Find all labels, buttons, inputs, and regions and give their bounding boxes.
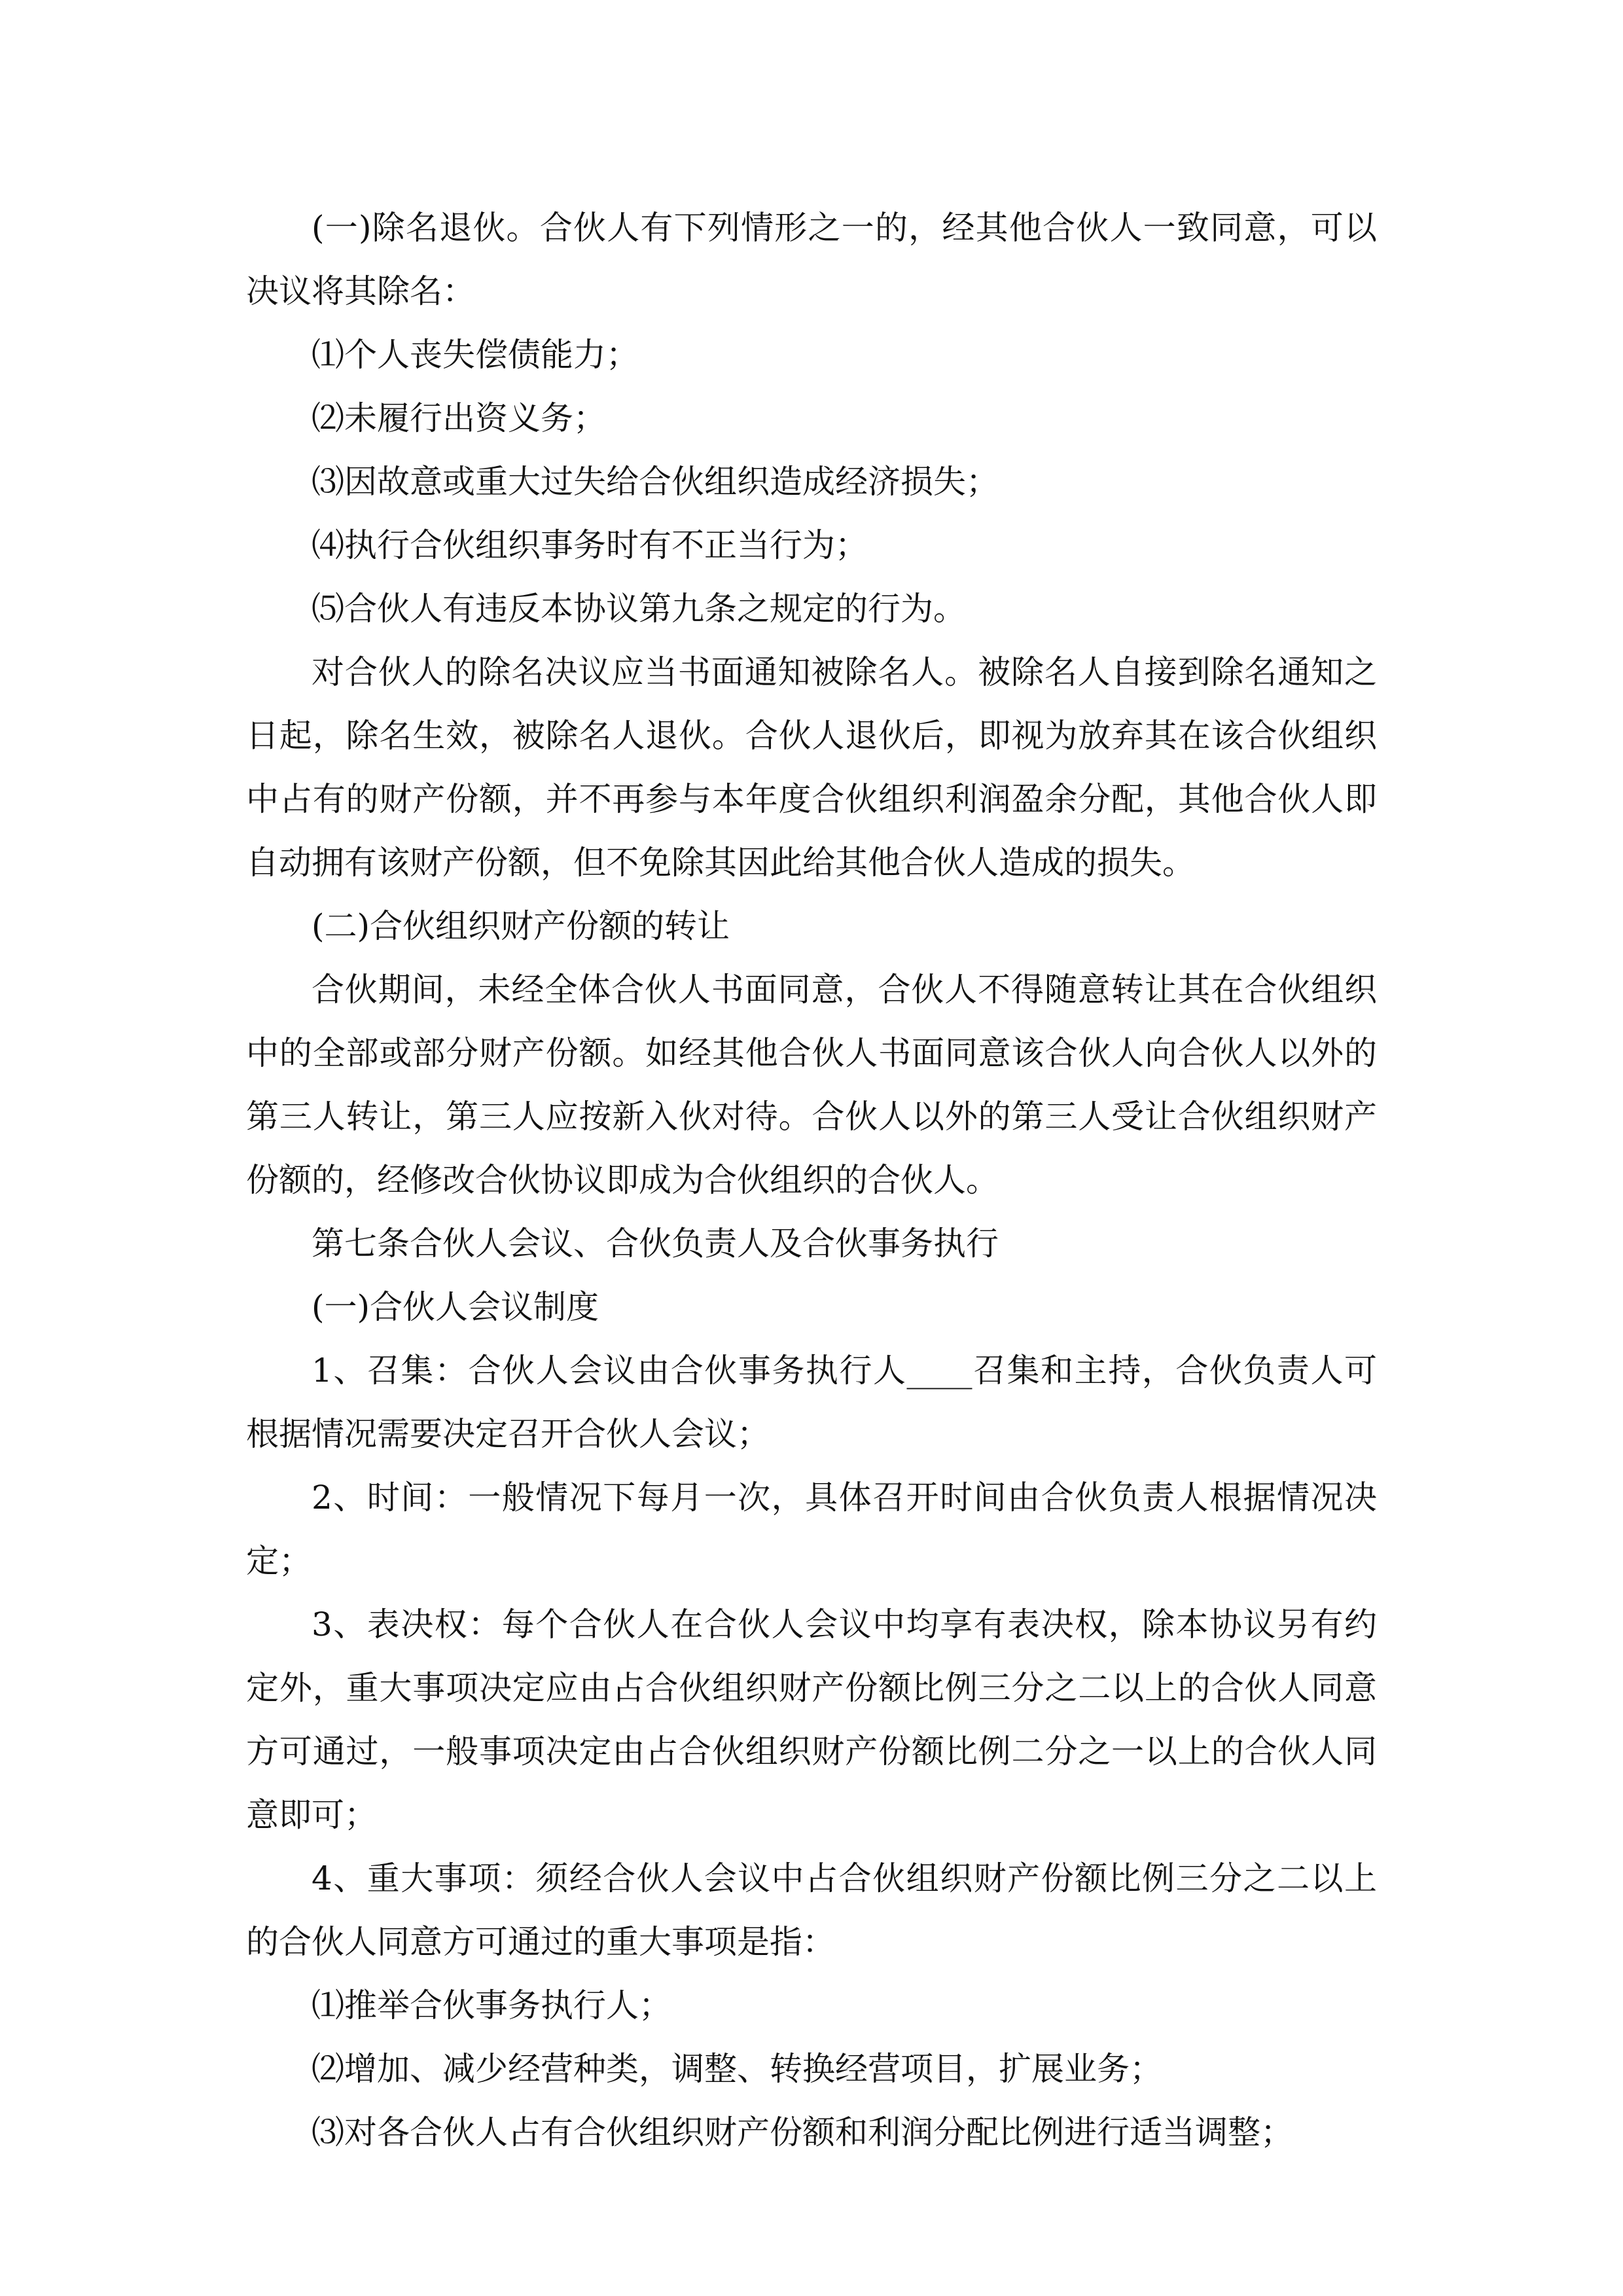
list-item: ⑵未履行出资义务；: [312, 399, 606, 437]
list-item: ⑴推举合伙事务执行人；: [312, 1986, 671, 2024]
document-body: [246, 196, 1377, 2164]
list-item: ⑶对各合伙人占有合伙组织财产份额和利润分配比例进行适当调整；: [312, 2113, 1293, 2151]
article-heading: 第七条合伙人会议、合伙负责人及合伙事务执行: [312, 1225, 999, 1263]
paragraph-expulsion-notice: 对合伙人的除名决议应当书面通知被除名人。被除名人自接到除名通知之日起，除名生效，被除名人退伙。合伙人退伙后，即视为放弃其在该合伙组织中占有的财产份额，并不再参与本年度合伙组织利润盈余分配，其他合伙人即自动拥有该财产份额，但不免除其因此给其他合伙人造成的损失。: [246, 653, 1377, 882]
clause-item: 3、表决权：每个合伙人在合伙人会议中均享有表决权，除本协议另有约定外，重大事项决定应由占合伙组织财产份额比例三分之二以上的合伙人同意方可通过，一般事项决定由占合伙组织财产份额比例二分之一以上的合伙人同意即可；: [246, 1605, 1377, 1834]
clause-item: 2、时间：一般情况下每月一次，具体召开时间由合伙负责人根据情况决定；: [246, 1479, 1377, 1580]
list-item: ⑵增加、减少经营种类，调整、转换经营项目，扩展业务；: [312, 2050, 1162, 2088]
section-heading: (二)合伙组织财产份额的转让: [312, 907, 730, 945]
list-item: ⑴个人丧失偿债能力；: [312, 336, 639, 374]
paragraph-share-transfer: 合伙期间，未经全体合伙人书面同意，合伙人不得随意转让其在合伙组织中的全部或部分财产份额。如经其他合伙人书面同意该合伙人向合伙人以外的第三人转让，第三人应按新入伙对待。合伙人以外的第三人受让合伙组织财产份额的，经修改合伙协议即成为合伙组织的合伙人。: [246, 971, 1377, 1199]
clause-item: 4、重大事项：须经合伙人会议中占合伙组织财产份额比例三分之二以上的合伙人同意方可通过的重大事项是指：: [246, 1859, 1377, 1961]
clause-item: 1、召集：合伙人会议由合伙事务执行人____召集和主持，合伙负责人可根据情况需要决定召开合伙人会议；: [246, 1352, 1377, 1453]
paragraph-expulsion: (一)除名退伙。合伙人有下列情形之一的，经其他合伙人一致同意，可以决议将其除名：: [246, 209, 1377, 310]
section-heading: (一)合伙人会议制度: [312, 1288, 599, 1326]
list-item: ⑸合伙人有违反本协议第九条之规定的行为。: [312, 590, 966, 628]
list-item: ⑶因故意或重大过失给合伙组织造成经济损失；: [312, 463, 999, 501]
list-item: ⑷执行合伙组织事务时有不正当行为；: [312, 526, 868, 564]
